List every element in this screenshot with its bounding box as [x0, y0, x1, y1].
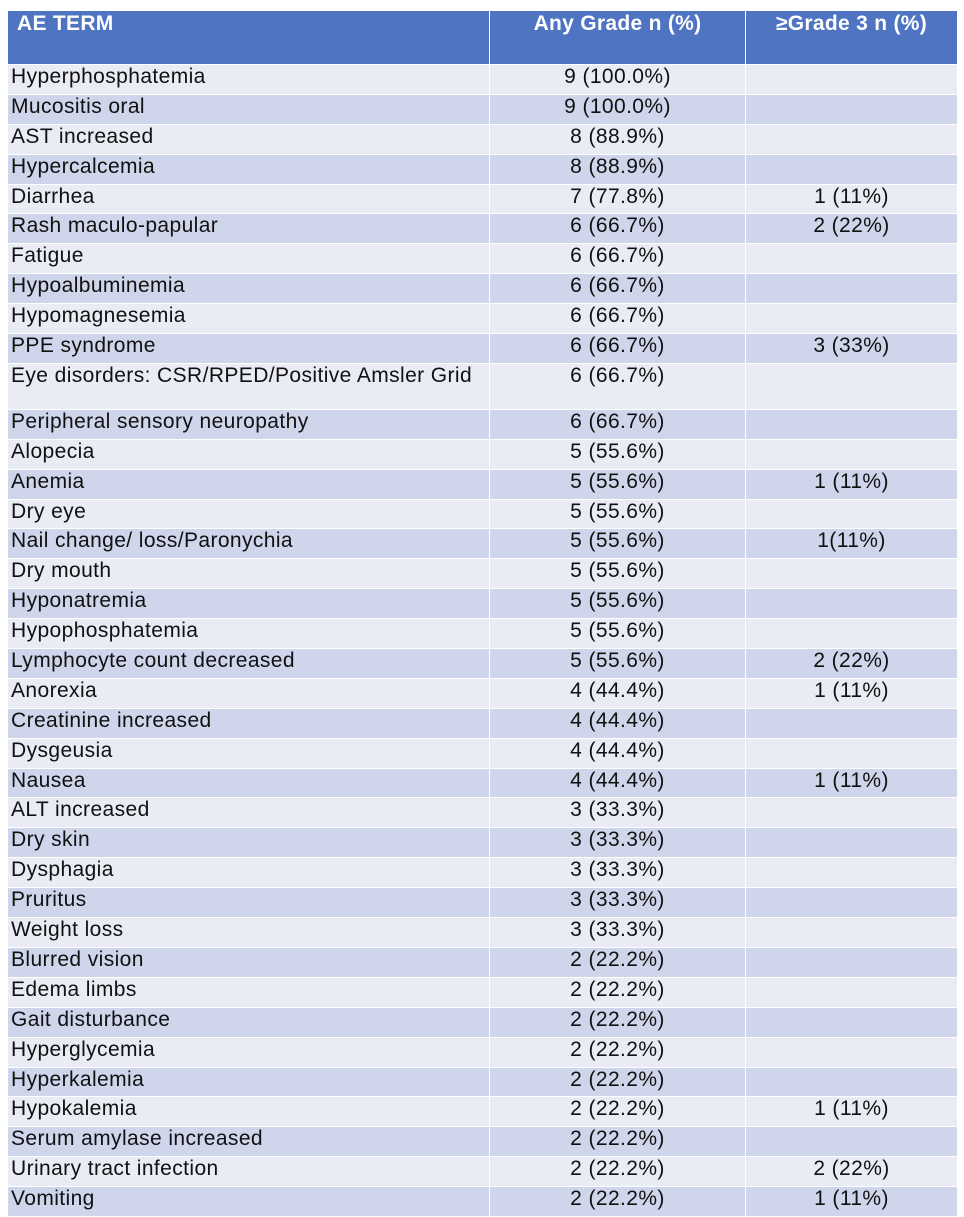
grade-3-cell: 2 (22%) — [746, 1157, 958, 1187]
grade-3-cell — [746, 154, 958, 184]
table-row — [8, 304, 958, 334]
ae-term-cell: Dry eye — [8, 499, 490, 529]
any-grade-cell: 5 (55.6%) — [490, 529, 746, 559]
ae-term-cell: Hypercalcemia — [8, 154, 490, 184]
grade-3-cell — [746, 363, 958, 409]
ae-term-cell: Peripheral sensory neuropathy — [8, 409, 490, 439]
grade-3-cell — [746, 1007, 958, 1037]
any-grade-cell: 2 (22.2%) — [490, 977, 746, 1007]
table-row — [8, 947, 958, 977]
any-grade-cell: 5 (55.6%) — [490, 469, 746, 499]
ae-term-cell: Blurred vision — [8, 947, 490, 977]
grade-3-cell — [746, 619, 958, 649]
ae-term-cell: Hypomagnesemia — [8, 304, 490, 334]
table-row — [8, 363, 958, 409]
table-row — [8, 1187, 958, 1217]
table-row — [8, 918, 958, 948]
ae-term-cell: Hyponatremia — [8, 589, 490, 619]
any-grade-cell: 6 (66.7%) — [490, 334, 746, 364]
grade-3-cell — [746, 947, 958, 977]
grade-3-cell: 2 (22%) — [746, 649, 958, 679]
grade-3-cell: 1(11%) — [746, 529, 958, 559]
ae-term-cell: Hypophosphatemia — [8, 619, 490, 649]
ae-term-cell: PPE syndrome — [8, 334, 490, 364]
table-row — [8, 65, 958, 95]
grade-3-cell: 1 (11%) — [746, 469, 958, 499]
table-row — [8, 244, 958, 274]
grade-3-cell — [746, 1067, 958, 1097]
grade-3-cell — [746, 124, 958, 154]
grade-3-cell — [746, 589, 958, 619]
table-row — [8, 977, 958, 1007]
grade-3-cell: 1 (11%) — [746, 184, 958, 214]
grade-3-cell — [746, 858, 958, 888]
grade-3-cell — [746, 274, 958, 304]
any-grade-cell: 8 (88.9%) — [490, 154, 746, 184]
grade-3-cell: 1 (11%) — [746, 768, 958, 798]
any-grade-cell: 6 (66.7%) — [490, 409, 746, 439]
table-row — [8, 124, 958, 154]
any-grade-cell: 2 (22.2%) — [490, 1007, 746, 1037]
grade-3-cell — [746, 828, 958, 858]
table-row — [8, 1157, 958, 1187]
table-row — [8, 409, 958, 439]
table-row — [8, 184, 958, 214]
table-row — [8, 858, 958, 888]
ae-term-cell: Rash maculo-papular — [8, 214, 490, 244]
table-row — [8, 469, 958, 499]
any-grade-cell: 3 (33.3%) — [490, 918, 746, 948]
table-row — [8, 589, 958, 619]
grade-3-cell — [746, 918, 958, 948]
ae-term-cell: Fatigue — [8, 244, 490, 274]
grade-3-cell: 3 (33%) — [746, 334, 958, 364]
any-grade-cell: 2 (22.2%) — [490, 947, 746, 977]
any-grade-cell: 5 (55.6%) — [490, 649, 746, 679]
table-row — [8, 1127, 958, 1157]
ae-term-cell: Pruritus — [8, 888, 490, 918]
any-grade-cell: 3 (33.3%) — [490, 858, 746, 888]
grade-3-cell — [746, 1127, 958, 1157]
grade-3-cell — [746, 888, 958, 918]
any-grade-cell: 6 (66.7%) — [490, 363, 746, 409]
ae-term-cell: ALT increased — [8, 798, 490, 828]
ae-term-cell: Dry skin — [8, 828, 490, 858]
any-grade-cell: 3 (33.3%) — [490, 828, 746, 858]
grade-3-cell — [746, 65, 958, 95]
table-row — [8, 499, 958, 529]
grade-3-cell — [746, 977, 958, 1007]
ae-term-cell: Dysgeusia — [8, 738, 490, 768]
table-row — [8, 154, 958, 184]
grade-3-cell — [746, 439, 958, 469]
ae-term-cell: Lymphocyte count decreased — [8, 649, 490, 679]
any-grade-cell: 2 (22.2%) — [490, 1037, 746, 1067]
any-grade-cell: 3 (33.3%) — [490, 798, 746, 828]
table-row — [8, 888, 958, 918]
any-grade-cell: 6 (66.7%) — [490, 244, 746, 274]
table-row — [8, 334, 958, 364]
ae-term-cell: Alopecia — [8, 439, 490, 469]
header-row — [8, 11, 958, 65]
ae-term-cell: Urinary tract infection — [8, 1157, 490, 1187]
any-grade-cell: 5 (55.6%) — [490, 559, 746, 589]
any-grade-cell: 4 (44.4%) — [490, 708, 746, 738]
any-grade-cell: 4 (44.4%) — [490, 738, 746, 768]
any-grade-cell: 5 (55.6%) — [490, 589, 746, 619]
any-grade-cell: 5 (55.6%) — [490, 499, 746, 529]
grade-3-cell: 1 (11%) — [746, 678, 958, 708]
table-row — [8, 1067, 958, 1097]
ae-term-cell: Hyperglycemia — [8, 1037, 490, 1067]
ae-term-cell: Weight loss — [8, 918, 490, 948]
any-grade-cell: 2 (22.2%) — [490, 1157, 746, 1187]
table-row — [8, 649, 958, 679]
ae-term-cell: Edema limbs — [8, 977, 490, 1007]
table-row — [8, 619, 958, 649]
ae-term-cell: Anorexia — [8, 678, 490, 708]
any-grade-cell: 4 (44.4%) — [490, 678, 746, 708]
any-grade-cell: 6 (66.7%) — [490, 304, 746, 334]
table-row — [8, 828, 958, 858]
table-row — [8, 1037, 958, 1067]
table-row — [8, 214, 958, 244]
table-row — [8, 768, 958, 798]
grade-3-cell — [746, 559, 958, 589]
adverse-events-table — [7, 10, 958, 1217]
table-row — [8, 274, 958, 304]
table-row — [8, 94, 958, 124]
any-grade-cell: 3 (33.3%) — [490, 888, 746, 918]
table-row — [8, 708, 958, 738]
ae-term-cell: Dysphagia — [8, 858, 490, 888]
grade-3-cell: 1 (11%) — [746, 1097, 958, 1127]
grade-3-cell — [746, 499, 958, 529]
table-row — [8, 1097, 958, 1127]
table-row — [8, 1007, 958, 1037]
table-row — [8, 678, 958, 708]
table-row — [8, 798, 958, 828]
table-row — [8, 738, 958, 768]
any-grade-cell: 2 (22.2%) — [490, 1187, 746, 1217]
ae-term-cell: Serum amylase increased — [8, 1127, 490, 1157]
any-grade-cell: 2 (22.2%) — [490, 1067, 746, 1097]
grade-3-cell — [746, 409, 958, 439]
any-grade-cell: 6 (66.7%) — [490, 274, 746, 304]
grade-3-cell: 2 (22%) — [746, 214, 958, 244]
grade-3-cell — [746, 1037, 958, 1067]
table-row — [8, 529, 958, 559]
any-grade-cell: 5 (55.6%) — [490, 619, 746, 649]
ae-term-cell: Hyperkalemia — [8, 1067, 490, 1097]
ae-term-cell: Gait disturbance — [8, 1007, 490, 1037]
header-any-grade: Any Grade n (%) — [490, 11, 746, 65]
grade-3-cell — [746, 798, 958, 828]
ae-term-cell: Dry mouth — [8, 559, 490, 589]
grade-3-cell — [746, 304, 958, 334]
any-grade-cell: 8 (88.9%) — [490, 124, 746, 154]
table-body — [8, 65, 958, 1217]
table-row — [8, 439, 958, 469]
table-header — [8, 11, 958, 65]
ae-term-cell: Hypokalemia — [8, 1097, 490, 1127]
any-grade-cell: 7 (77.8%) — [490, 184, 746, 214]
ae-term-cell: Mucositis oral — [8, 94, 490, 124]
any-grade-cell: 2 (22.2%) — [490, 1097, 746, 1127]
ae-term-cell: Hypoalbuminemia — [8, 274, 490, 304]
grade-3-cell — [746, 738, 958, 768]
grade-3-cell — [746, 94, 958, 124]
header-ae-term: AE TERM — [8, 11, 490, 65]
any-grade-cell: 5 (55.6%) — [490, 439, 746, 469]
any-grade-cell: 9 (100.0%) — [490, 65, 746, 95]
ae-term-cell: AST increased — [8, 124, 490, 154]
header-grade-3: ≥Grade 3 n (%) — [746, 11, 958, 65]
ae-term-cell: Nausea — [8, 768, 490, 798]
grade-3-cell: 1 (11%) — [746, 1187, 958, 1217]
grade-3-cell — [746, 708, 958, 738]
ae-term-cell: Diarrhea — [8, 184, 490, 214]
ae-term-cell: Anemia — [8, 469, 490, 499]
ae-term-cell: Vomiting — [8, 1187, 490, 1217]
ae-term-cell: Creatinine increased — [8, 708, 490, 738]
ae-term-cell: Eye disorders: CSR/RPED/Positive Amsler Grid — [8, 363, 490, 409]
grade-3-cell — [746, 244, 958, 274]
any-grade-cell: 4 (44.4%) — [490, 768, 746, 798]
any-grade-cell: 6 (66.7%) — [490, 214, 746, 244]
any-grade-cell: 9 (100.0%) — [490, 94, 746, 124]
any-grade-cell: 2 (22.2%) — [490, 1127, 746, 1157]
ae-term-cell: Hyperphosphatemia — [8, 65, 490, 95]
table-row — [8, 559, 958, 589]
ae-term-cell: Nail change/ loss/Paronychia — [8, 529, 490, 559]
